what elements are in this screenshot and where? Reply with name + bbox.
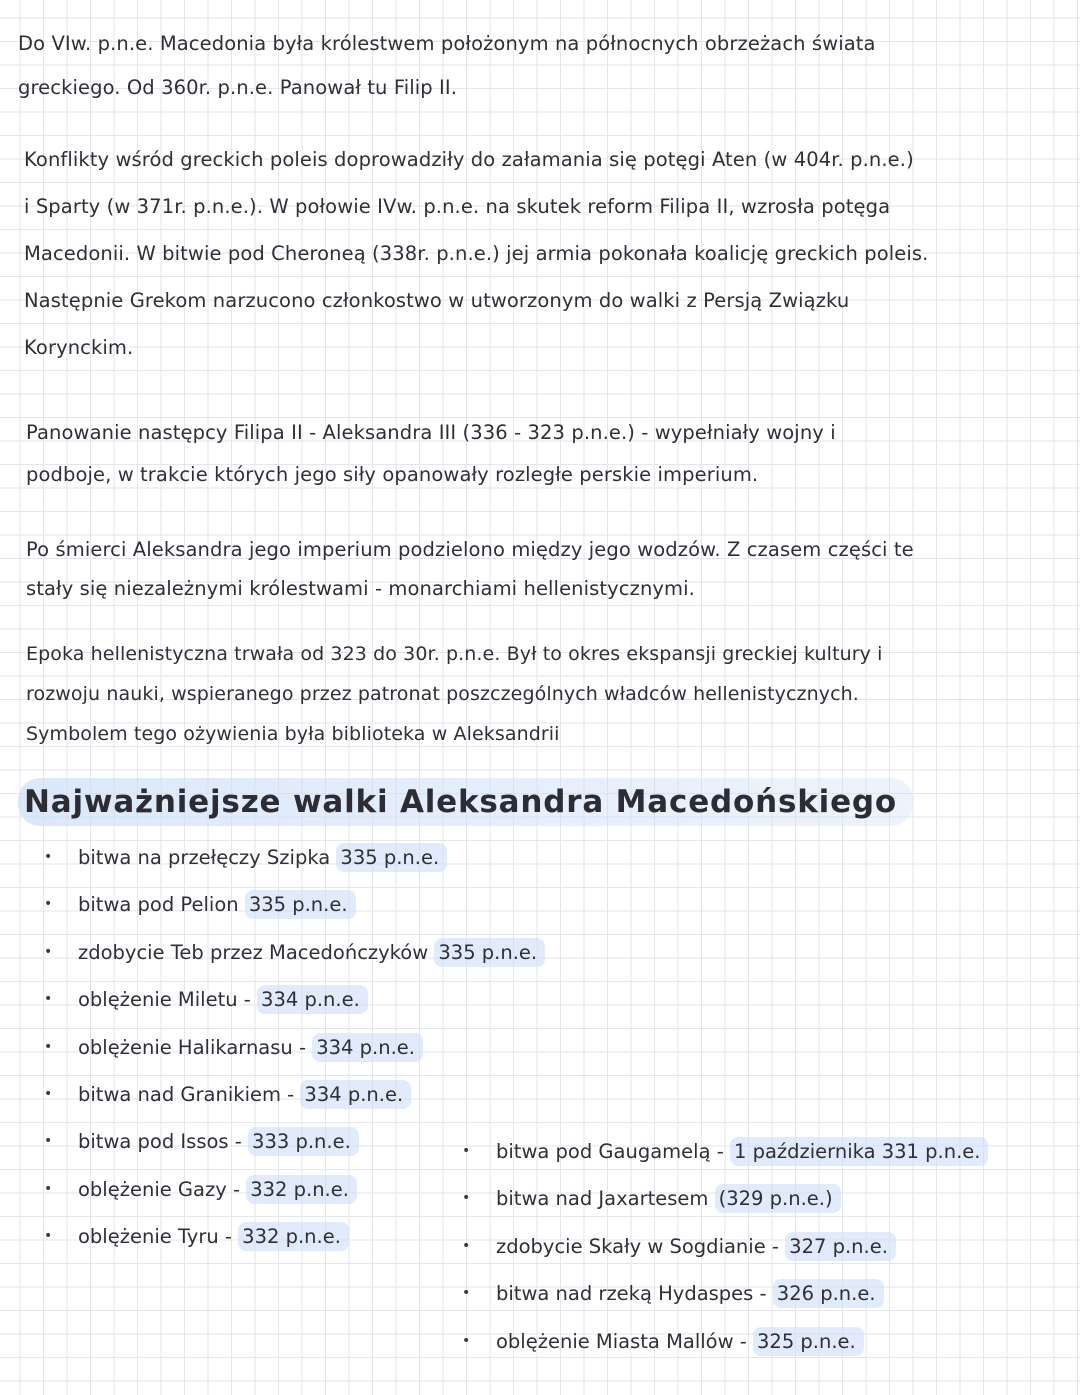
battle-date: 326 p.n.e. [773,1279,884,1308]
battle-list-item [44,834,545,881]
battle-name: oblężenie Halikarnasu - [78,1035,307,1059]
battle-list-item [462,1223,988,1270]
paragraph-empire-division [26,530,914,608]
paragraph-greek-conflicts [24,136,928,371]
section-heading: Najważniejsze walki Aleksandra Macedońskiego [18,778,913,826]
bullet-icon: • [44,1038,53,1055]
battle-name: bitwa pod Gaugamelą - [496,1140,724,1163]
battle-date: 334 p.n.e. [257,985,368,1014]
battle-name: oblężenie Miasta Mallów - [496,1329,747,1353]
battle-date: 332 p.n.e. [246,1175,357,1204]
battle-list-item [462,1175,988,1222]
battle-list-item [44,1166,545,1213]
battle-list-item [462,1270,988,1317]
battle-list-item [44,1213,545,1260]
battle-date: 335 p.n.e. [434,938,545,967]
text-line: Symbolem tego ożywienia była biblioteka w Aleksandrii [26,723,560,745]
battle-list-item [44,1024,545,1071]
battle-name: zdobycie Skały w Sogdianie - [496,1234,779,1258]
paragraph-alexander-reign [26,412,836,496]
battle-date: 325 p.n.e. [753,1327,864,1356]
battle-name: oblężenie Tyru - [78,1225,232,1249]
battle-name: bitwa nad Granikiem - [78,1082,295,1106]
text-line: podboje, w trakcie których jego siły opanowały rozległe perskie imperium. [26,463,759,486]
battle-list-item [44,881,545,928]
battle-date: 334 p.n.e. [312,1033,423,1062]
battle-name: bitwa na przełęczy Szipka [78,846,331,869]
battle-list-item [462,1128,988,1175]
text-line: Epoka hellenistyczna trwała od 323 do 30r. p.n.e. Był to okres ekspansji greckiej kultury i [26,643,883,665]
paragraph-hellenistic-era [26,634,883,754]
text-line: rozwoju nauki, wspieranego przez patronat poszczególnych władców hellenistycznych. [26,683,859,705]
text-line: Korynckim. [24,336,134,359]
text-line: greckiego. Od 360r. p.n.e. Panował tu Filip II. [18,76,458,99]
battle-date: 335 p.n.e. [245,890,356,919]
text-line: Do VIw. p.n.e. Macedonia była królestwem położonym na północnych obrzeżach świata [18,32,876,55]
bullet-icon: • [462,1237,471,1254]
battle-date: 327 p.n.e. [785,1232,896,1261]
battles-list-left [44,834,545,1261]
bullet-icon: • [462,1332,471,1349]
bullet-icon: • [44,1228,53,1245]
bullet-icon: • [44,1133,53,1150]
battle-name: bitwa pod Issos - [78,1130,242,1154]
text-line: Po śmierci Aleksandra jego imperium podzielono między jego wodzów. Z czasem części te [26,538,914,561]
bullet-icon: • [462,1285,471,1302]
bullet-icon: • [44,849,53,865]
battle-name: bitwa nad rzeką Hydaspes - [496,1282,767,1306]
text-line: Macedonii. W bitwie pod Cheroneą (338r. p.n.e.) jej armia pokonała koalicję greckich poleis. [24,242,929,265]
battle-list-item [44,1071,545,1118]
battle-date: 335 p.n.e. [336,843,447,872]
battle-date: 1 października 331 p.n.e. [730,1137,989,1166]
battle-date: 333 p.n.e. [248,1127,359,1156]
text-line: Konflikty wśród greckich poleis doprowadziły do załamania się potęgi Aten (w 404r. p.n.e.) [24,148,914,171]
battle-name: bitwa nad Jaxartesem [496,1187,709,1211]
battle-name: zdobycie Teb przez Macedończyków [78,940,429,964]
battle-name: bitwa pod Pelion [78,893,239,917]
bullet-icon: • [462,1190,471,1207]
paragraph-macedonia-intro [18,22,876,110]
bullet-icon: • [44,1180,53,1197]
text-line: stały się niezależnymi królestwami - monarchiami hellenistycznymi. [26,577,695,600]
battle-list-item [44,1118,545,1165]
battle-date: (329 p.n.e.) [715,1184,841,1213]
text-line: Panowanie następcy Filipa II - Aleksandra III (336 - 323 p.n.e.) - wypełniały wojny i [26,421,836,444]
battle-date: 332 p.n.e. [238,1222,349,1251]
text-line: i Sparty (w 371r. p.n.e.). W połowie IVw. p.n.e. na skutek reform Filipa II, wzrosła potęga [24,195,891,218]
text-line: Następnie Grekom narzucono członkostwo w utworzonym do walki z Persją Związku [24,289,850,312]
bullet-icon: • [44,1085,53,1102]
bullet-icon: • [44,943,53,960]
battles-list-right [462,1128,988,1365]
battle-name: oblężenie Miletu - [78,988,251,1012]
bullet-icon: • [44,991,53,1008]
battle-list-item [44,929,545,976]
battle-list-item [44,976,545,1023]
bullet-icon: • [462,1143,471,1159]
battle-date: 334 p.n.e. [300,1080,411,1109]
battle-list-item [462,1318,988,1365]
battle-name: oblężenie Gazy - [78,1177,240,1201]
bullet-icon: • [44,896,53,913]
